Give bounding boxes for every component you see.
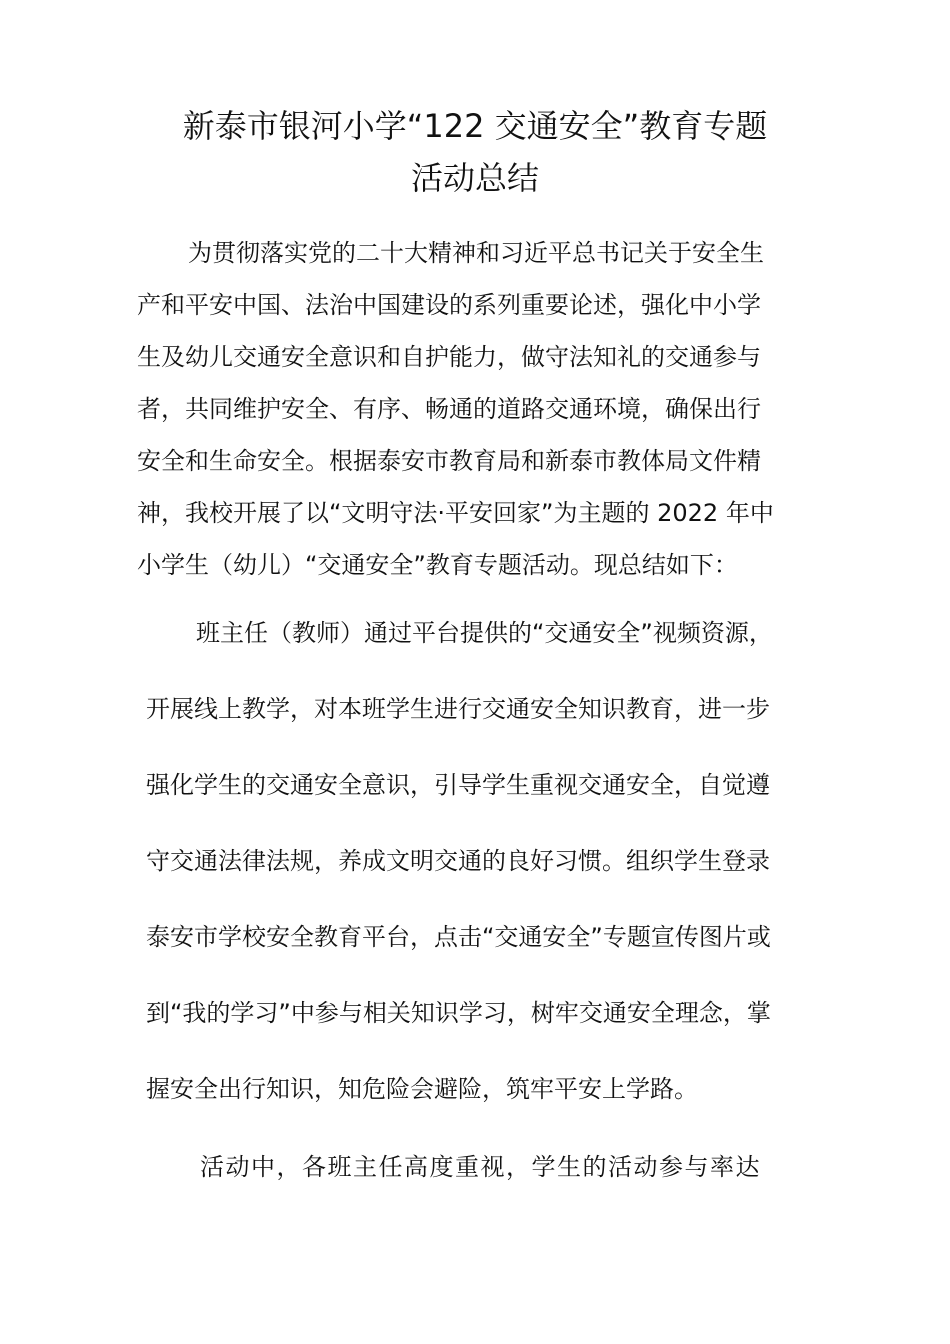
paragraph-2-line: 强化学生的交通安全意识，引导学生重视交通安全，自觉遵 (146, 771, 770, 799)
paragraph-2-line: 开展线上教学，对本班学生进行交通安全知识教育，进一步 (146, 695, 770, 723)
paragraph-3-line: 活动中，各班主任高度重视，学生的活动参与率达 (200, 1153, 761, 1181)
paragraph-2-line: 握安全出行知识，知危险会避险，筑牢平安上学路。 (146, 1075, 698, 1103)
paragraph-2-line: 守交通法律法规，养成文明交通的良好习惯。组织学生登录 (146, 847, 770, 875)
paragraph-1-line: 为贯彻落实党的二十大精神和习近平总书记关于安全生 (188, 239, 764, 267)
paragraph-1-line: 生及幼儿交通安全意识和自护能力，做守法知礼的交通参与 (137, 343, 761, 371)
paragraph-1-line: 神，我校开展了以“文明守法·平安回家”为主题的 2022 年中 (137, 499, 774, 527)
document-title-line-2: 活动总结 (410, 159, 539, 197)
paragraph-1-line: 安全和生命安全。根据泰安市教育局和新泰市教体局文件精 (137, 447, 761, 475)
paragraph-2-line: 泰安市学校安全教育平台，点击“交通安全”专题宣传图片或 (146, 923, 771, 951)
paragraph-2-line: 班主任（教师）通过平台提供的“交通安全”视频资源， (196, 619, 773, 647)
paragraph-1-line: 产和平安中国、法治中国建设的系列重要论述，强化中小学 (137, 291, 761, 319)
document-title-line-1: 新泰市银河小学“122 交通安全”教育专题 (182, 107, 768, 145)
paragraph-1-line: 者，共同维护安全、有序、畅通的道路交通环境，确保出行 (137, 395, 761, 423)
paragraph-2-line: 到“我的学习”中参与相关知识学习，树牢交通安全理念，掌 (146, 999, 771, 1027)
paragraph-1-line: 小学生（幼儿）“交通安全”教育专题活动。现总结如下： (137, 551, 738, 579)
